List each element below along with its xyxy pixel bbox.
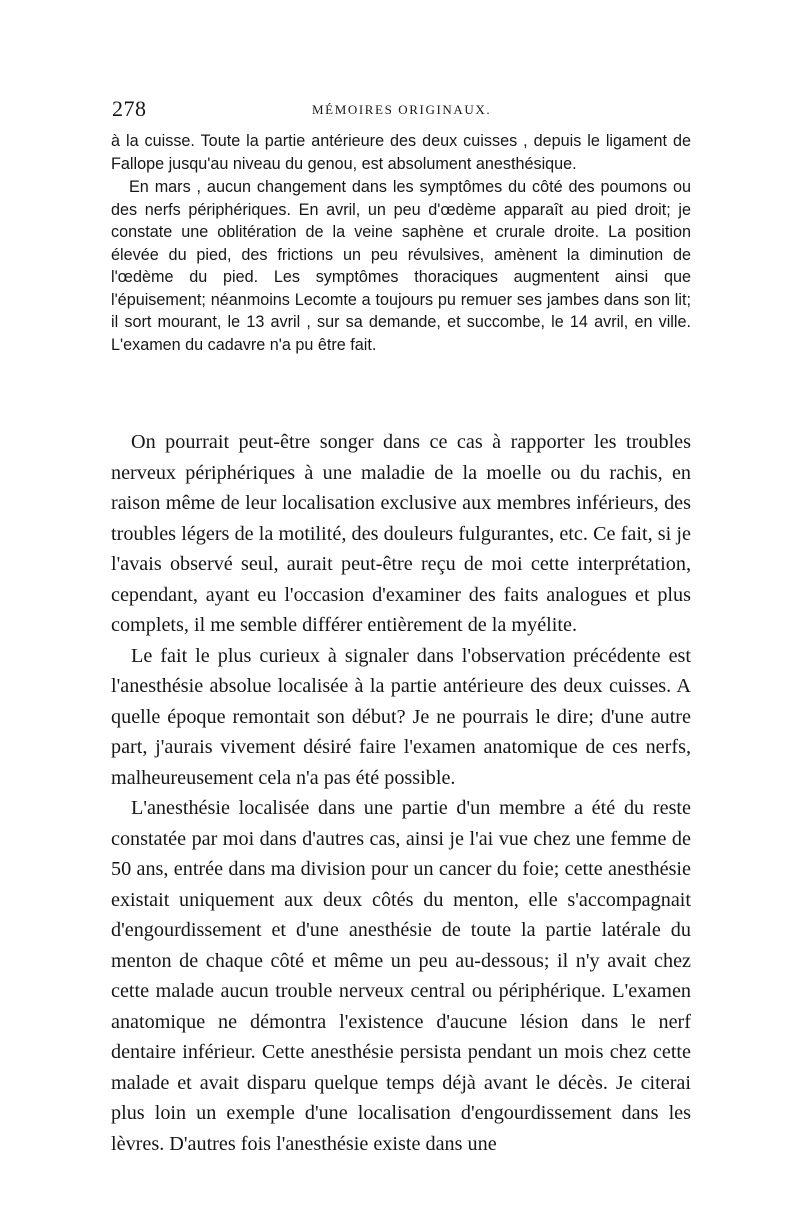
page-header [112, 96, 690, 126]
paragraph-anesthesie-cuisses: Le fait le plus curieux à signaler dans l'observation précédente est l'anesthésie absolue localisée à la partie antérieure des deux cuisses. A quelle époque remontait son début? Je ne pourrais le dire; d'une autre part, j'aurais vivement désiré faire l'examen anatomique de ces nerfs, malheureusement cela n'a pas été possible. [111, 644, 691, 789]
paragraph-continuation: à la cuisse. Toute la partie antérieure des deux cuisses , depuis le ligament de Fallope jusqu'au niveau du genou, est absolument anesthésique. [111, 132, 691, 173]
small-type-section [111, 130, 691, 356]
main-text-section [111, 427, 691, 1159]
page-number: 278 [112, 96, 147, 121]
paragraph-myelite: On pourrait peut-être songer dans ce cas à rapporter les troubles nerveux périphériques à une maladie de la moelle ou du rachis, en raison même de leur localisation exclusive aux membres inférieurs, des troubles légers de la motilité, des douleurs fulgurantes, etc. Ce fait, si je l'avais observé seul, aurait peut-être reçu de moi cette interprétation, cependant, ayant eu l'occasion d'examiner des faits analogues et plus complets, il me semble différer entièrement de la myélite. [111, 431, 691, 636]
running-title: MÉMOIRES ORIGINAUX. [312, 102, 492, 117]
paragraph-march-april: En mars , aucun changement dans les symptômes du côté des poumons ou des nerfs périphériques. En avril, un peu d'œdème apparaît au pied droit; je constate une oblitération de la veine saphène et crurale droite. La position élevée du pied, des frictions un peu révulsives, amènent la diminution de l'œdème du pied. Les symptômes thoraciques augmentent ainsi que l'épuisement; néanmoins Lecomte a toujours pu remuer ses jambes dans son lit; il sort mourant, le 13 avril , sur sa demande, et succombe, le 14 avril, en ville. L'examen du cadavre n'a pu être fait. [111, 178, 691, 354]
paragraph-anesthesie-localisee: L'anesthésie localisée dans une partie d'un membre a été du reste constatée par moi dans d'autres cas, ainsi je l'ai vue chez une femme de 50 ans, entrée dans ma division pour un cancer du foie; cette anesthésie existait uniquement aux deux côtés du menton, elle s'accompagnait d'engourdissement et d'une anesthésie de toute la partie latérale du menton de chaque côté et même un peu au-dessous; il n'y avait chez cette malade aucun trouble nerveux central ou périphérique. L'examen anatomique ne démontra l'existence d'aucune lésion dans le nerf dentaire inférieur. Cette anesthésie persista pendant un mois chez cette malade et avait disparu quelque temps déjà avant le décès. Je citerai plus loin un exemple d'une localisation d'engourdissement dans les lèvres. D'autres fois l'anesthésie existe dans une [111, 797, 691, 1155]
